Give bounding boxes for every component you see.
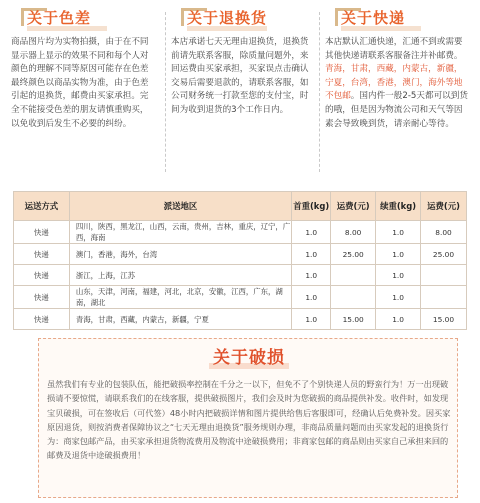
damage-notice (38, 338, 458, 498)
cell-extra-fee: 8.00 (421, 221, 467, 244)
cell-region: 青海，甘肃，西藏，内蒙古，新疆，宁夏 (69, 309, 291, 330)
table-header-row (14, 192, 467, 221)
notice-cards (3, 2, 477, 182)
cell-extra-weight: 1.0 (376, 244, 421, 265)
table-row (14, 286, 467, 309)
express-card (323, 2, 473, 182)
cell-extra-weight: 1.0 (376, 309, 421, 330)
cell-first-fee: 25.00 (331, 244, 376, 265)
cell-method: 快递 (14, 286, 70, 309)
cell-extra-fee (421, 265, 467, 286)
divider (165, 12, 166, 172)
cell-first-weight: 1.0 (292, 309, 331, 330)
card-title-wrap (323, 2, 473, 32)
return-policy-card (169, 2, 319, 182)
cell-region: 澳门，香港，海外，台湾 (69, 244, 291, 265)
card-title-wrap (169, 2, 319, 32)
cell-first-fee (331, 286, 376, 309)
cell-region: 四川，陕西，黑龙江，山西，云南，贵州，吉林，重庆，辽宁，广西，海南 (69, 221, 291, 244)
card-body (323, 36, 473, 131)
header-delivery-region: 派送地区 (69, 192, 291, 221)
cell-first-fee: 15.00 (331, 309, 376, 330)
cell-first-weight: 1.0 (292, 286, 331, 309)
express-text: 本店默认汇通快递，汇通不到或需要其他快递请联系客服备注并补邮费。 (325, 37, 463, 61)
remote-regions-text: 青海，甘肃，西藏，内蒙古，新疆，宁夏，台湾，香港，澳门，海外等地不包邮 (325, 64, 463, 102)
express-text-tail: 。国内件一般2-5天都可以到货的哦，但是因为物流公司和天气等因素会导致晚到货，请亲耐心等待。 (325, 91, 468, 129)
shipping-table (13, 191, 467, 330)
damage-body: 虽然我们有专业的包装队伍，能把破损率控制在千分之一以下，但免不了个别快递人员的野蛮行为！万一出现破损请不要惊慌，请联系我们的在线客服，提供破损图片，我们会及时为您破损的商品提供补发。收件时，如发现宝贝破损，可在签收后（可代签）48小时内把破损详情和图片提供给售后客服即可，经确认后免费补发。因买家原因退货，则按消费者保障协议之“七天无理由退换货”服务规则办理，非商品质量问题而由买家发起的退换货行为：商家包邮产品，由买家承担退货物流费用及物流中途破损费用；非商家包邮的商品则由买家自己承担来回的邮费及退货中途破损费用！ (47, 379, 451, 461)
header-extra-weight: 续重(kg) (376, 192, 421, 221)
divider (319, 12, 320, 172)
cell-method: 快递 (14, 265, 70, 286)
header-shipping-method: 运送方式 (14, 192, 70, 221)
card-title: 关于快递 (341, 9, 406, 27)
cell-extra-fee (421, 286, 467, 309)
cell-extra-fee: 25.00 (421, 244, 467, 265)
card-body: 商品图片均为实物拍摄，由于在不同显示器上显示的效果不同和每个人对颜色的理解不同等原因可能存在色差最终颜色以商品实物为准，由于色差引起的退换货，邮费由买家承担。完全不能接受色差的朋友请慎重购买，以免收到后发生不必要的纠纷。 (11, 37, 149, 129)
cell-extra-weight: 1.0 (376, 286, 421, 309)
card-title: 关于色差 (27, 9, 92, 27)
cell-method: 快递 (14, 244, 70, 265)
header-extra-fee: 运费(元) (421, 192, 467, 221)
cell-first-fee (331, 265, 376, 286)
cell-method: 快递 (14, 221, 70, 244)
card-title: 关于退换货 (187, 9, 268, 27)
cell-extra-weight: 1.0 (376, 221, 421, 244)
card-body: 本店承诺七天无理由退换货，退换货前请先联系客服，除质量问题外，来回运费由买家承担，买家误点击确认交易后需要退款的，请联系客服，如公司财务统一打款至您的支付宝，时间为收到退货的3个工作日内。 (171, 37, 309, 115)
cell-extra-fee: 15.00 (421, 309, 467, 330)
color-difference-card (9, 2, 159, 182)
cell-first-weight: 1.0 (292, 221, 331, 244)
damage-title: 关于破损 (213, 348, 285, 368)
table-row (14, 309, 467, 330)
cell-first-fee: 8.00 (331, 221, 376, 244)
table-row (14, 221, 467, 244)
header-first-weight: 首重(kg) (292, 192, 331, 221)
cell-first-weight: 1.0 (292, 244, 331, 265)
table-row (14, 244, 467, 265)
cell-region: 浙江，上海，江苏 (69, 265, 291, 286)
cell-method: 快递 (14, 309, 70, 330)
table-row (14, 265, 467, 286)
cell-region: 山东，天津，河南，福建，河北，北京，安徽，江西，广东，湖南，湖北 (69, 286, 291, 309)
cell-extra-weight: 1.0 (376, 265, 421, 286)
card-title-wrap (9, 2, 159, 32)
header-first-fee: 运费(元) (331, 192, 376, 221)
cell-first-weight: 1.0 (292, 265, 331, 286)
